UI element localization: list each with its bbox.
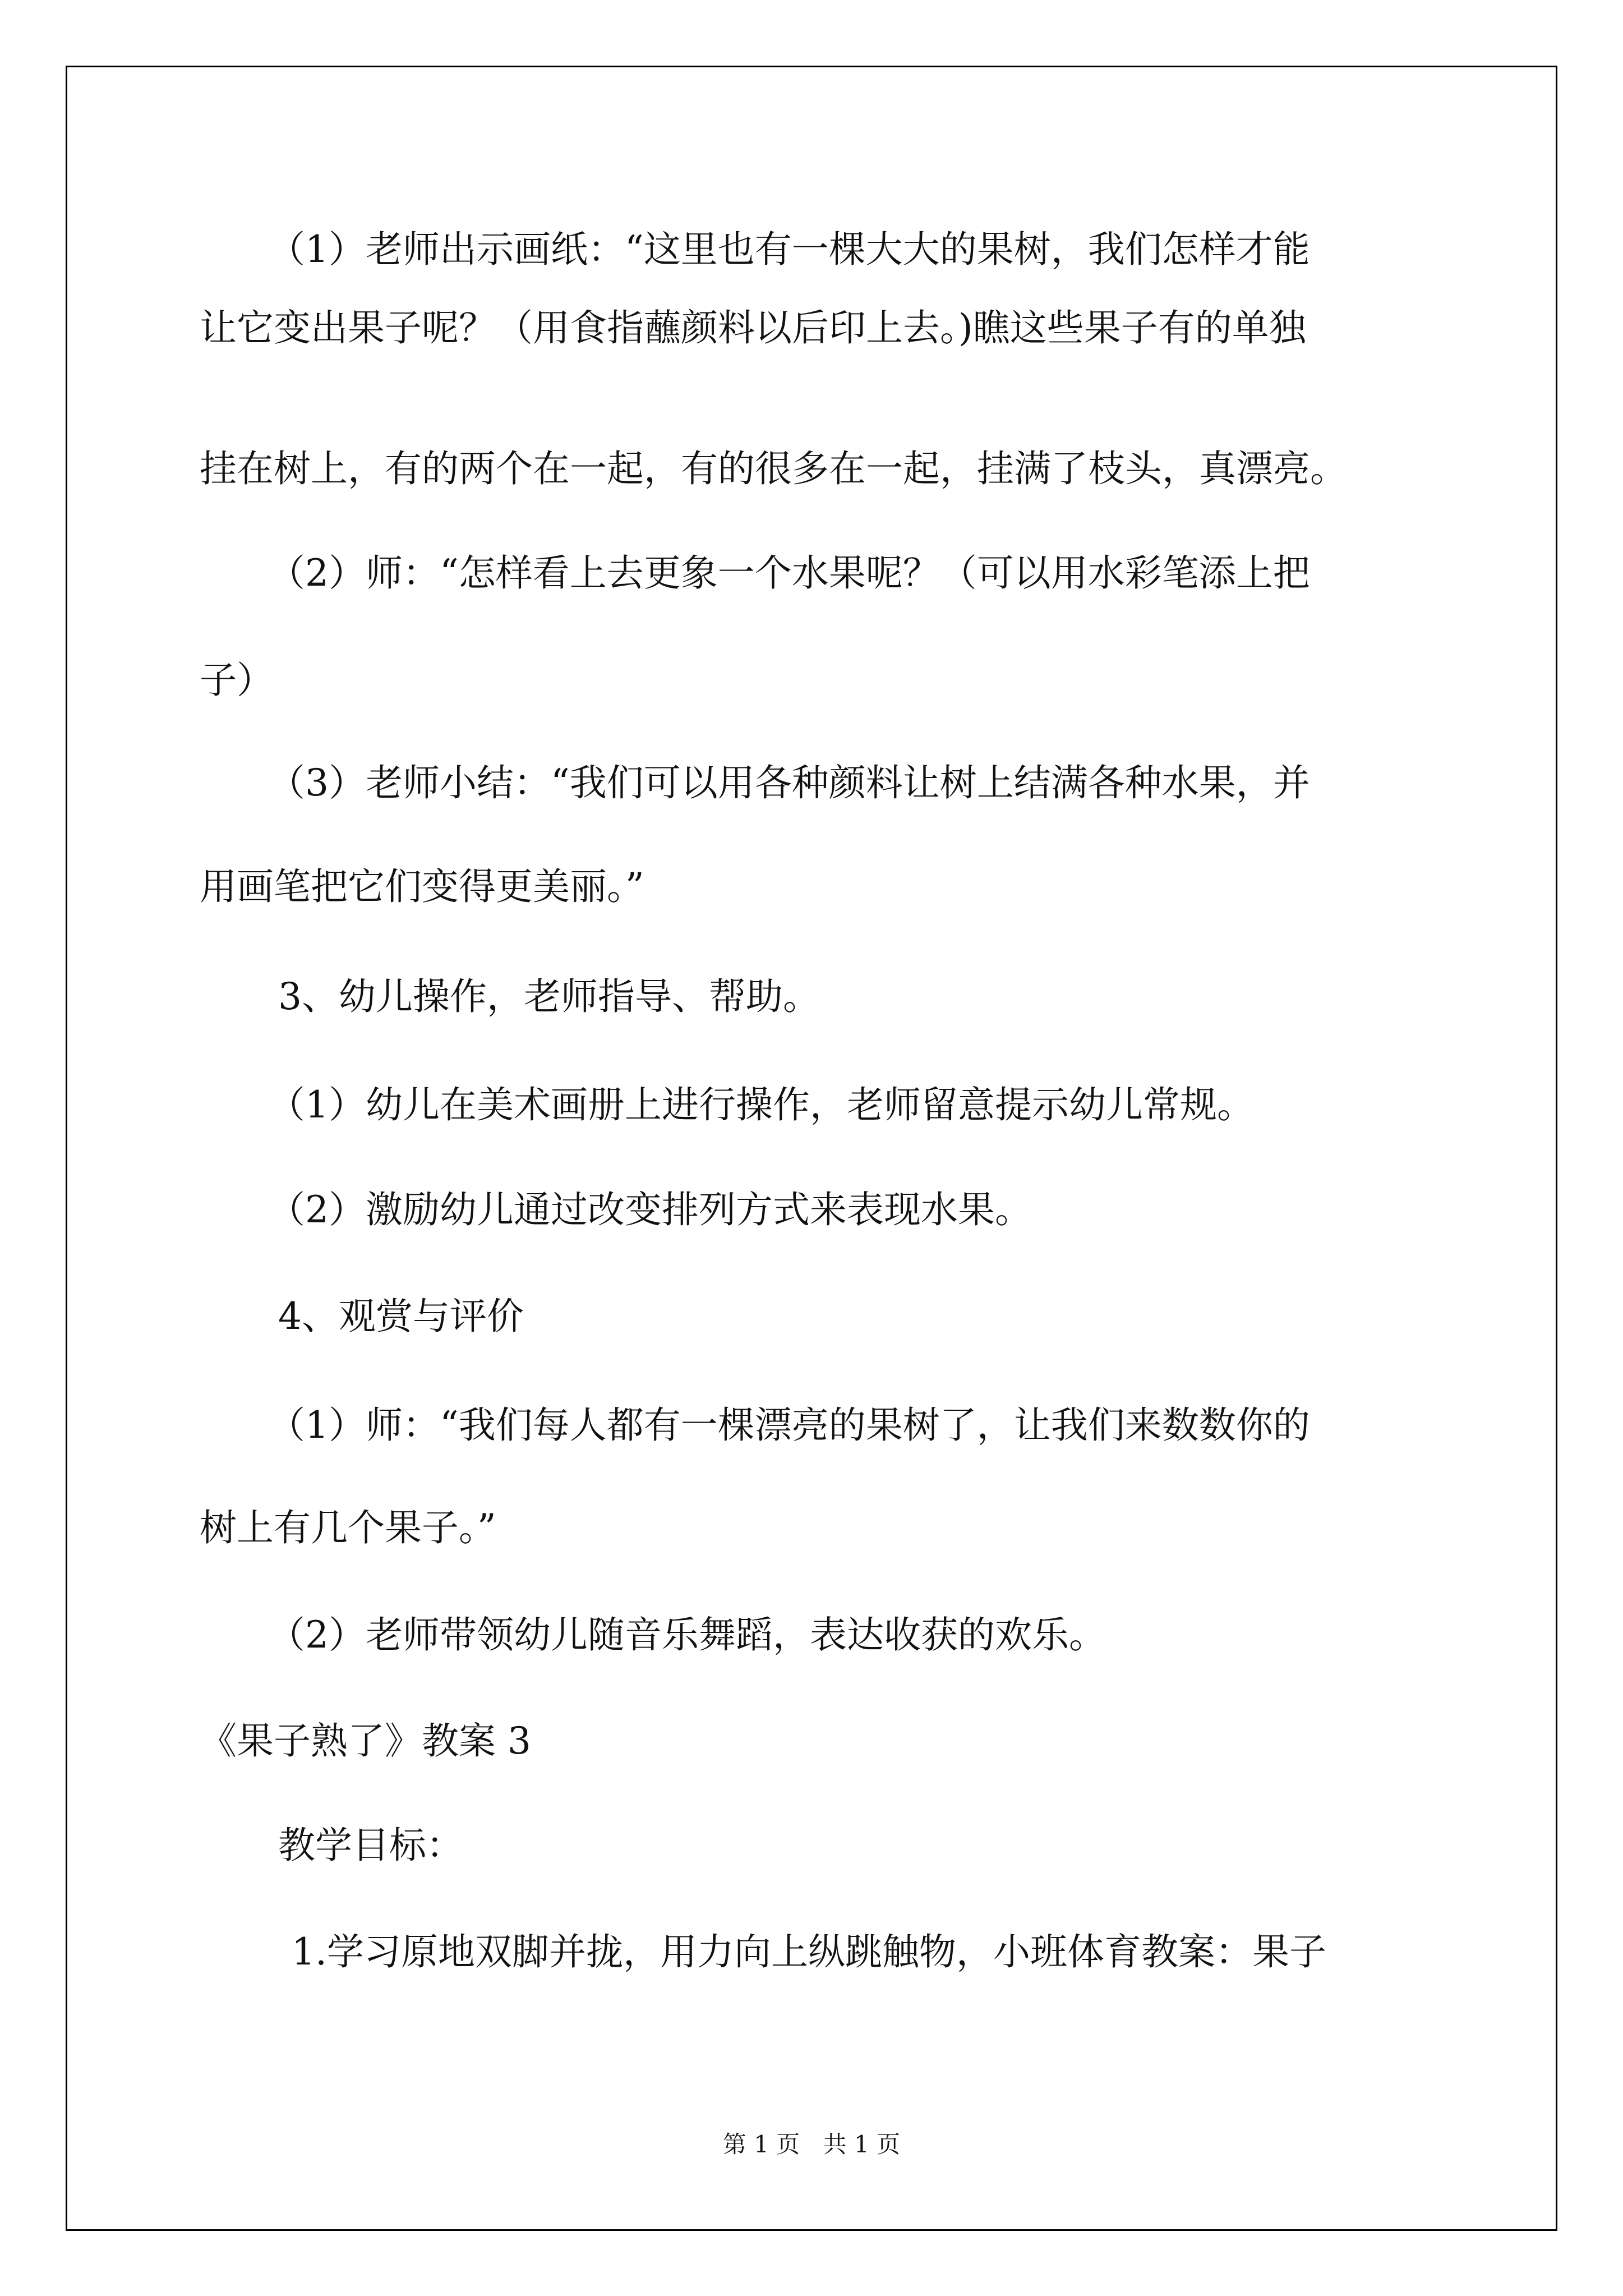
step-3-item-2: （2）激励幼儿通过改变排列方式来表现水果。 (268, 1188, 1032, 1231)
step-4-item-1-line-1: （1）师：“我们每人都有一棵漂亮的果树了，让我们来数数你的 (268, 1404, 1310, 1447)
step-4-item-1-line-2: 树上有几个果子。” (200, 1506, 496, 1549)
paragraph-3-line-1: （3）老师小结：“我们可以用各种颜料让树上结满各种水果，并 (268, 761, 1310, 804)
objective-1: 1.学习原地双脚并拢，用力向上纵跳触物，小班体育教案：果子 (292, 1930, 1326, 1973)
paragraph-2-line-2: 子） (200, 659, 274, 702)
step-3-heading: 3、幼儿操作，老师指导、帮助。 (278, 975, 820, 1018)
page-footer (0, 2126, 1623, 2160)
paragraph-1-line-2: 让它变出果子呢？（用食指蘸颜料以后印上去。)瞧这些果子有的单独 (200, 306, 1306, 349)
objectives-heading: 教学目标： (278, 1824, 463, 1867)
total-pages: 共 1 页 (823, 2131, 901, 2158)
step-4-heading: 4、观赏与评价 (278, 1295, 524, 1338)
paragraph-2-line-1: （2）师：“怎样看上去更象一个水果呢？（可以用水彩笔添上把 (268, 551, 1310, 595)
page-border (66, 66, 1557, 2231)
section-title: 《果子熟了》教案 3 (200, 1719, 531, 1763)
step-3-item-1: （1）幼儿在美术画册上进行操作，老师留意提示幼儿常规。 (268, 1083, 1254, 1126)
paragraph-1-line-1: （1）老师出示画纸：“这里也有一棵大大的果树，我们怎样才能 (268, 228, 1310, 271)
page-number: 第 1 页 (722, 2131, 800, 2158)
paragraph-1-line-3: 挂在树上，有的两个在一起，有的很多在一起，挂满了枝头，真漂亮。 (200, 447, 1347, 490)
step-4-item-2: （2）老师带领幼儿随音乐舞蹈，表达收获的欢乐。 (268, 1613, 1106, 1657)
paragraph-3-line-2: 用画笔把它们变得更美丽。” (200, 865, 644, 908)
